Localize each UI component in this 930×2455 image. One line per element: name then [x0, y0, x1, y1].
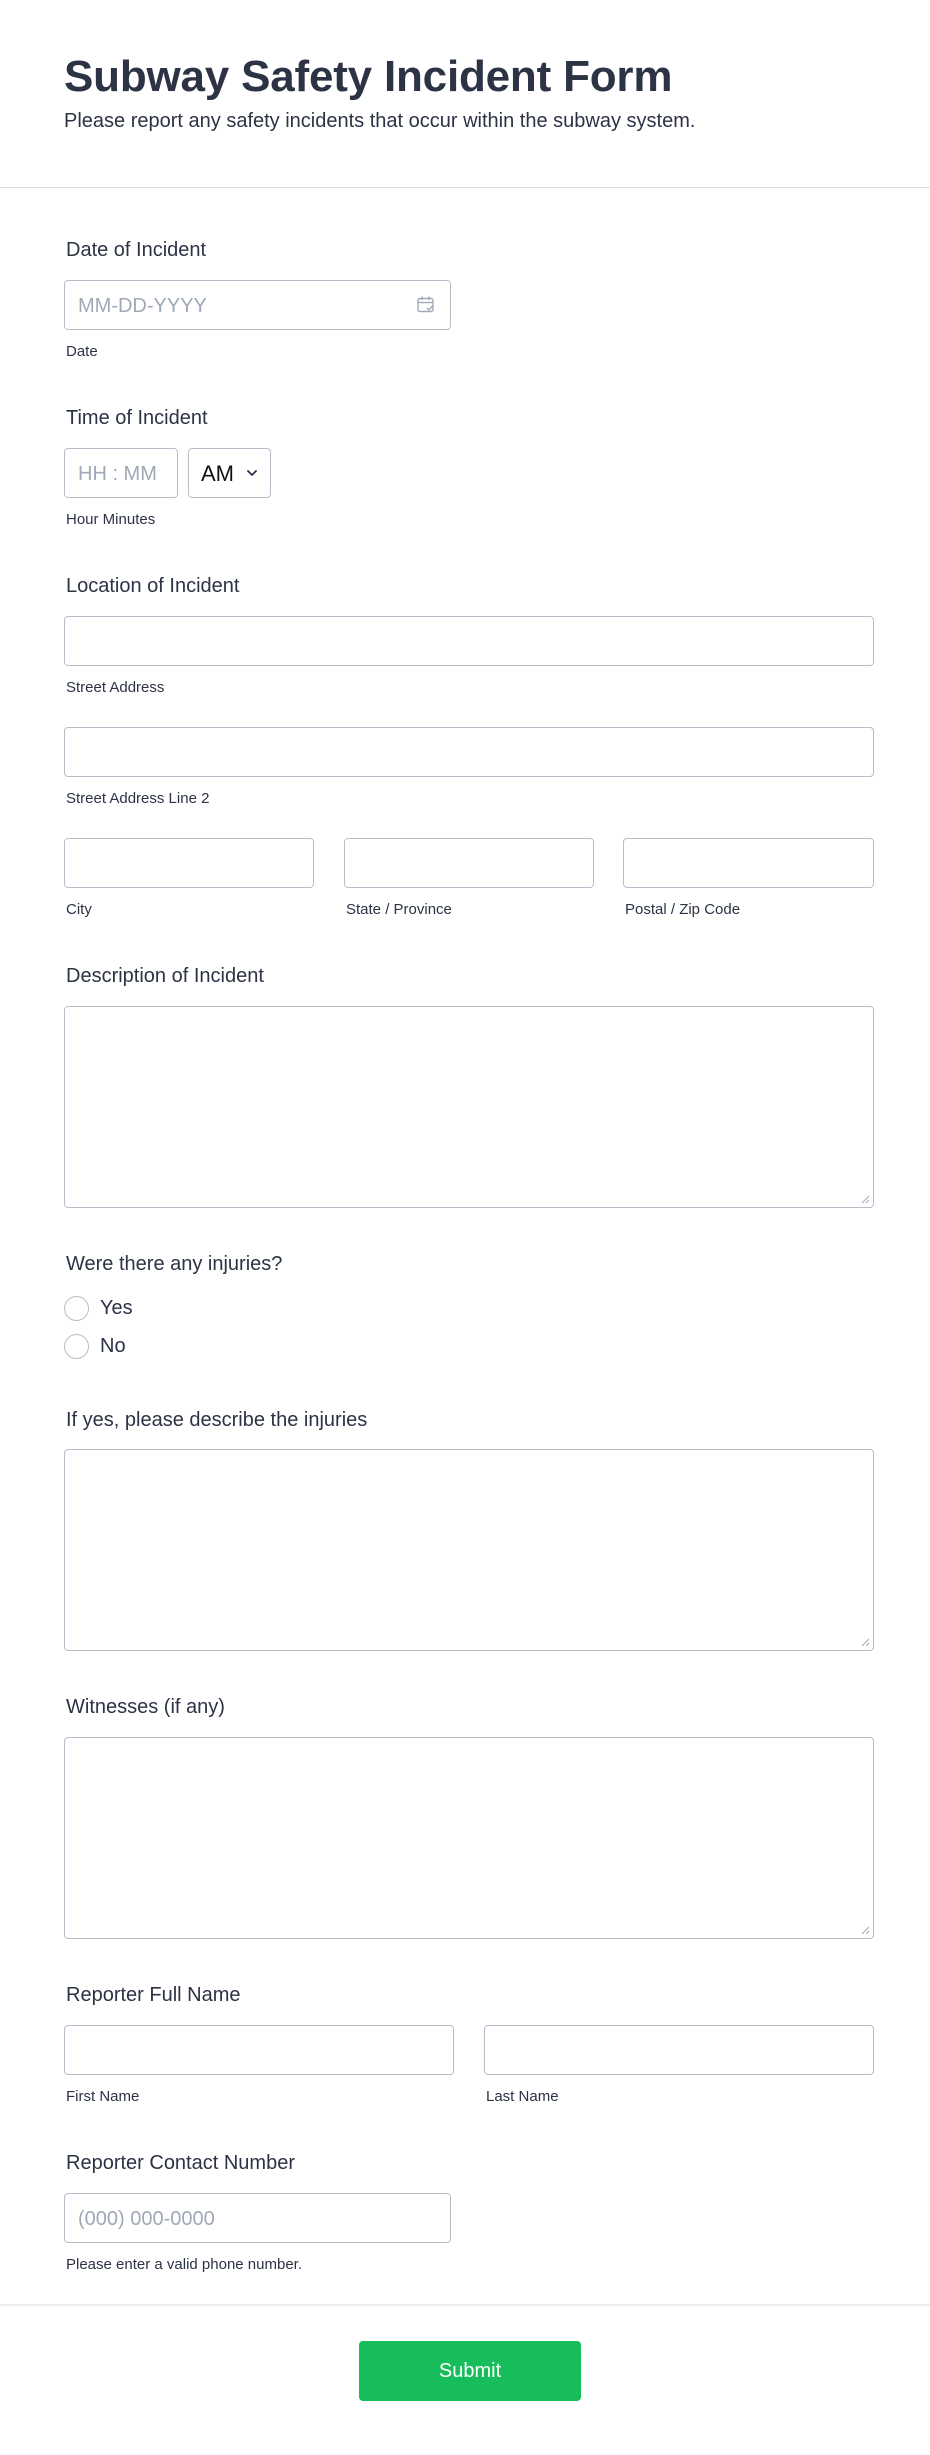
ampm-select[interactable] — [188, 448, 271, 498]
radio-yes[interactable] — [64, 1296, 89, 1321]
time-placeholder: HH : MM — [78, 463, 157, 485]
radio-yes-label: Yes — [100, 1296, 133, 1319]
form-title: Subway Safety Incident Form — [64, 52, 673, 101]
description-textarea[interactable] — [64, 1006, 874, 1208]
description-label: Description of Incident — [66, 965, 264, 987]
time-sublabel: Hour Minutes — [66, 511, 156, 528]
city-sublabel: City — [66, 901, 92, 918]
date-input[interactable] — [64, 280, 451, 330]
first-name-input[interactable] — [64, 2025, 454, 2075]
radio-no[interactable] — [64, 1334, 89, 1359]
injuries-label: Were there any injuries? — [66, 1253, 283, 1275]
reporter-name-label: Reporter Full Name — [66, 1984, 241, 2006]
time-input[interactable] — [64, 448, 178, 498]
injury-details-label: If yes, please describe the injuries — [66, 1409, 368, 1431]
location-label: Location of Incident — [66, 575, 240, 597]
date-sublabel: Date — [66, 343, 98, 360]
resize-handle-icon[interactable] — [860, 1194, 870, 1204]
last-name-sublabel: Last Name — [486, 2088, 559, 2105]
witnesses-textarea[interactable] — [64, 1737, 874, 1939]
radio-no-label: No — [100, 1334, 126, 1357]
calendar-icon[interactable] — [416, 295, 436, 315]
date-placeholder: MM-DD-YYYY — [78, 295, 207, 317]
witnesses-label: Witnesses (if any) — [66, 1696, 225, 1718]
street-address-sublabel: Street Address — [66, 679, 165, 696]
date-label: Date of Incident — [66, 239, 207, 261]
phone-sublabel: Please enter a valid phone number. — [66, 2256, 302, 2273]
form-header — [0, 0, 930, 188]
first-name-sublabel: First Name — [66, 2088, 140, 2105]
zip-input[interactable] — [623, 838, 874, 888]
resize-handle-icon[interactable] — [860, 1637, 870, 1647]
resize-handle-icon[interactable] — [860, 1925, 870, 1935]
zip-sublabel: Postal / Zip Code — [625, 901, 741, 918]
city-input[interactable] — [64, 838, 314, 888]
state-sublabel: State / Province — [346, 901, 452, 918]
last-name-input[interactable] — [484, 2025, 874, 2075]
injuries-option-yes[interactable] — [64, 1294, 133, 1322]
chevron-down-icon — [245, 466, 259, 480]
state-input[interactable] — [344, 838, 594, 888]
street-address-line2-sublabel: Street Address Line 2 — [66, 790, 210, 807]
form-subtitle: Please report any safety incidents that occur within the subway system. — [64, 110, 696, 132]
time-label: Time of Incident — [66, 407, 208, 429]
reporter-phone-label: Reporter Contact Number — [66, 2152, 295, 2174]
injury-details-textarea[interactable] — [64, 1449, 874, 1651]
street-address-line2-input[interactable] — [64, 727, 874, 777]
injuries-option-no[interactable] — [64, 1332, 126, 1360]
ampm-value: AM — [201, 461, 234, 486]
phone-input[interactable] — [64, 2193, 451, 2243]
phone-placeholder: (000) 000-0000 — [78, 2208, 215, 2230]
street-address-input[interactable] — [64, 616, 874, 666]
submit-button[interactable]: Submit — [359, 2341, 581, 2401]
